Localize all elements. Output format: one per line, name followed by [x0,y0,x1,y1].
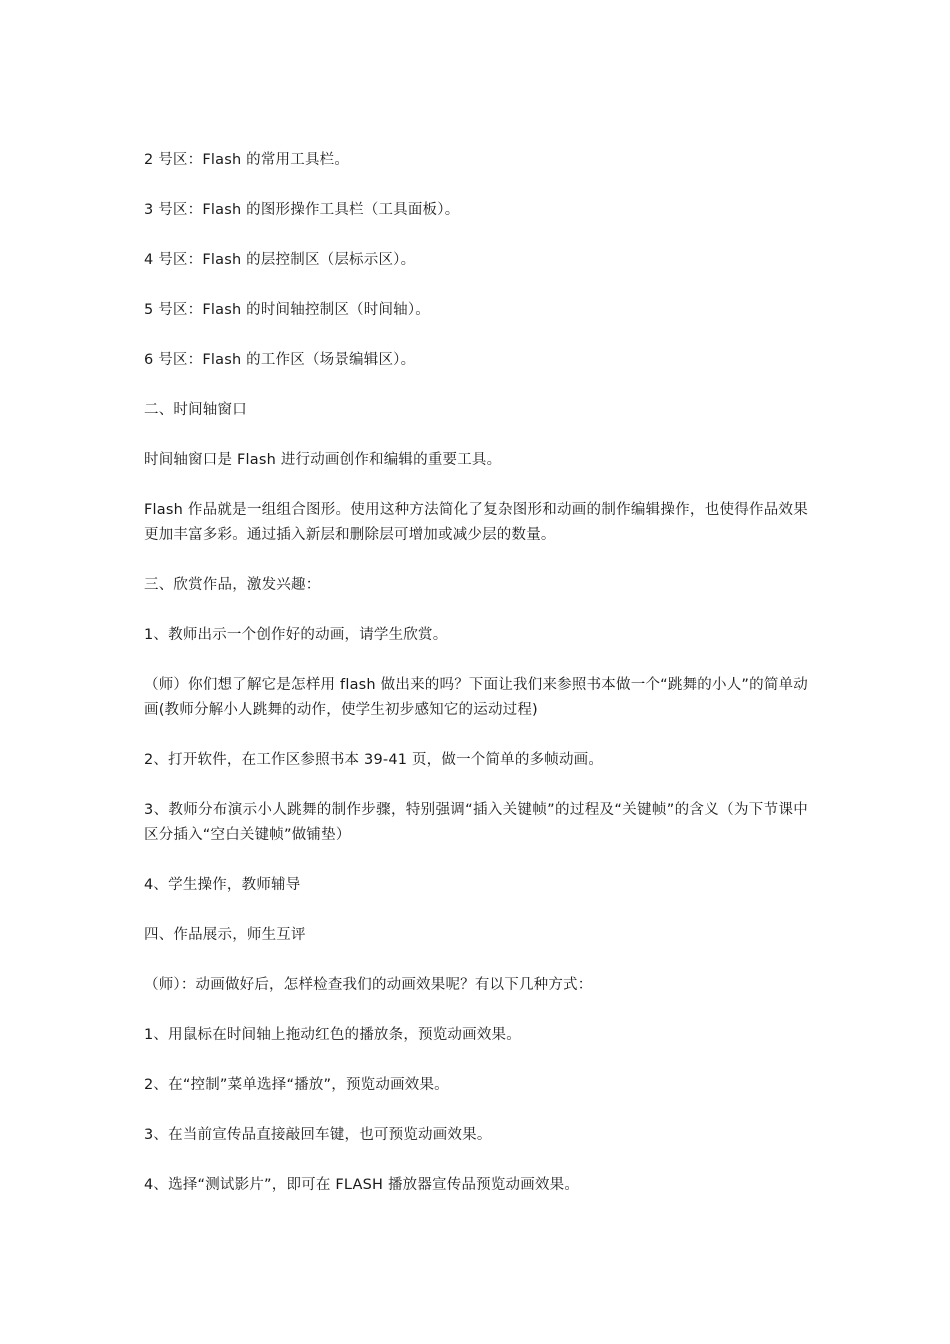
list-item-teacher-demo: 3、教师分布演示小人跳舞的制作步骤，特别强调“插入关键帧”的过程及“关键帧”的含义（为下节课中区分插入“空白关键帧”做铺垫） [144,802,808,843]
paragraph-zone-5: 5 号区：Flash 的时间轴控制区（时间轴）。 [144,302,430,318]
list-item-student-practice: 4、学生操作，教师辅导 [144,877,301,893]
paragraph-zone-2: 2 号区：Flash 的常用工具栏。 [144,152,350,168]
paragraph-teacher-question: （师）你们想了解它是怎样用 flash 做出来的吗？下面让我们来参照书本做一个“跳舞的小人”的简单动画(教师分解小人跳舞的动作，使学生初步感知它的运动过程) [144,677,808,718]
paragraph-zone-6: 6 号区：Flash 的工作区（场景编辑区）。 [144,352,416,368]
section-heading-showcase: 四、作品展示，师生互评 [144,927,306,943]
section-heading-timeline-window: 二、时间轴窗口 [144,402,247,418]
list-item-enter-key: 3、在当前宣传品直接敲回车键，也可预览动画效果。 [144,1127,492,1143]
paragraph-zone-4: 4 号区：Flash 的层控制区（层标示区）。 [144,252,416,268]
section-heading-appreciate-works: 三、欣赏作品，激发兴趣： [144,577,321,593]
paragraph-check-effects: （师）：动画做好后，怎样检查我们的动画效果呢？有以下几种方式： [144,977,593,993]
document-body [144,148,808,1223]
paragraph-zone-3: 3 号区：Flash 的图形操作工具栏（工具面板）。 [144,202,460,218]
list-item-control-menu: 2、在“控制”菜单选择“播放”，预览动画效果。 [144,1077,449,1093]
list-item-drag-playhead: 1、用鼠标在时间轴上拖动红色的播放条，预览动画效果。 [144,1027,521,1043]
paragraph-flash-works: Flash 作品就是一组组合图形。使用这种方法简化了复杂图形和动画的制作编辑操作，也使得作品效果更加丰富多彩。通过插入新层和删除层可增加或减少层的数量。 [144,502,808,543]
list-item-open-software: 2、打开软件，在工作区参照书本 39-41 页，做一个简单的多帧动画。 [144,752,604,768]
paragraph-timeline-intro: 时间轴窗口是 Flash 进行动画创作和编辑的重要工具。 [144,452,502,468]
list-item-teacher-shows: 1、教师出示一个创作好的动画，请学生欣赏。 [144,627,448,643]
list-item-test-movie: 4、选择“测试影片”，即可在 FLASH 播放器宣传品预览动画效果。 [144,1177,580,1193]
